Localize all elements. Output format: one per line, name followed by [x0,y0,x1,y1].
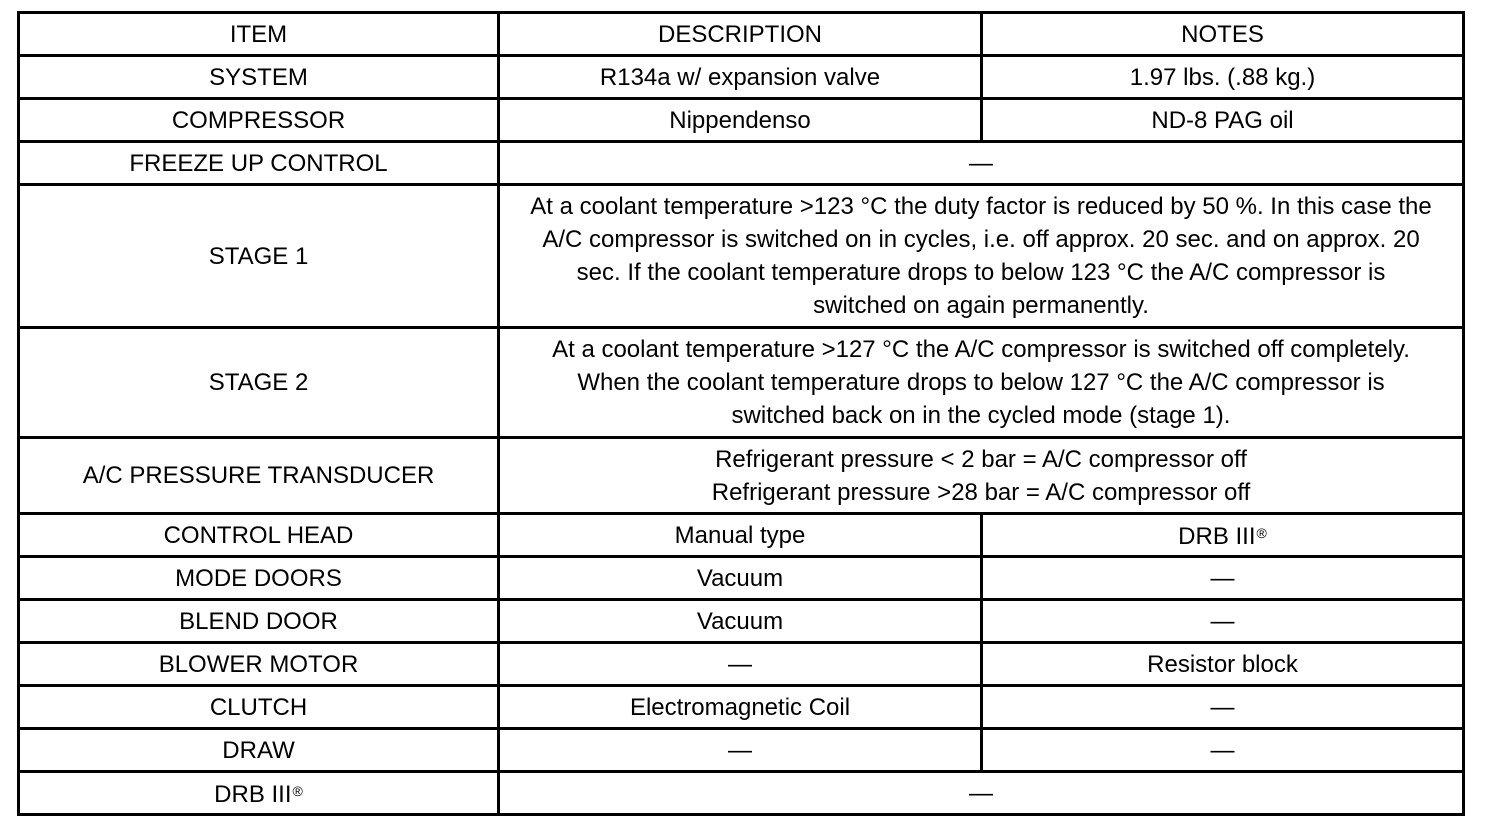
notes-cell: — [982,557,1464,600]
item-cell: MODE DOORS [19,557,499,600]
notes-cell: ND-8 PAG oil [982,99,1464,142]
description-cell: — [499,643,982,686]
registered-mark: ® [1256,525,1267,541]
table-row [19,772,1464,815]
description-cell: R134a w/ expansion valve [499,56,982,99]
item-cell: FREEZE UP CONTROL [19,142,499,185]
table-row [19,56,1464,99]
merged-cell-line: Refrigerant pressure < 2 bar = A/C compressor off [715,445,1247,473]
table-row [19,142,1464,185]
description-cell: Manual type [499,514,982,557]
item-cell: STAGE 2 [19,328,499,438]
description-cell: Electromagnetic Coil [499,686,982,729]
notes-text: DRB III [1178,523,1256,550]
item-cell: BLOWER MOTOR [19,643,499,686]
item-cell: STAGE 1 [19,185,499,328]
merged-cell [499,438,1464,514]
table-row [19,600,1464,643]
merged-cell: At a coolant temperature >127 °C the A/C compressor is switched off completely. When the coolant temperature drops to below 127 °C the A/C compressor is switched back on in the cycled mode (stage 1). [499,328,1464,438]
table-row [19,686,1464,729]
description-cell: Vacuum [499,557,982,600]
item-cell: SYSTEM [19,56,499,99]
table-row [19,514,1464,557]
ac-specifications-table [17,11,1465,816]
item-cell: CONTROL HEAD [19,514,499,557]
table-row [19,557,1464,600]
description-cell: — [499,729,982,772]
notes-cell: 1.97 lbs. (.88 kg.) [982,56,1464,99]
item-cell: COMPRESSOR [19,99,499,142]
description-cell: Vacuum [499,600,982,643]
header-item: ITEM [19,13,499,56]
merged-cell: — [499,772,1464,815]
item-cell: DRAW [19,729,499,772]
table-row [19,185,1464,328]
header-notes: NOTES [982,13,1464,56]
merged-cell: — [499,142,1464,185]
item-cell [19,772,499,815]
merged-cell-line: Refrigerant pressure >28 bar = A/C compressor off [711,478,1251,506]
table-row [19,729,1464,772]
table-row [19,643,1464,686]
merged-cell: At a coolant temperature >123 °C the duty factor is reduced by 50 %. In this case the A/C compressor is switched on in cycles, i.e. off approx. 20 sec. and on approx. 20 sec. If the coolant temperature drops to below 123 °C the A/C compressor is switched on again permanently. [499,185,1464,328]
item-cell: CLUTCH [19,686,499,729]
notes-cell [982,514,1464,557]
item-text: DRB III [214,781,292,808]
registered-mark: ® [292,783,303,799]
item-cell: BLEND DOOR [19,600,499,643]
notes-cell: — [982,686,1464,729]
notes-cell: — [982,729,1464,772]
header-row [19,13,1464,56]
description-cell: Nippendenso [499,99,982,142]
header-description: DESCRIPTION [499,13,982,56]
notes-cell: Resistor block [982,643,1464,686]
table-row [19,99,1464,142]
table-row [19,328,1464,438]
notes-cell: — [982,600,1464,643]
item-cell: A/C PRESSURE TRANSDUCER [19,438,499,514]
table-row [19,438,1464,514]
